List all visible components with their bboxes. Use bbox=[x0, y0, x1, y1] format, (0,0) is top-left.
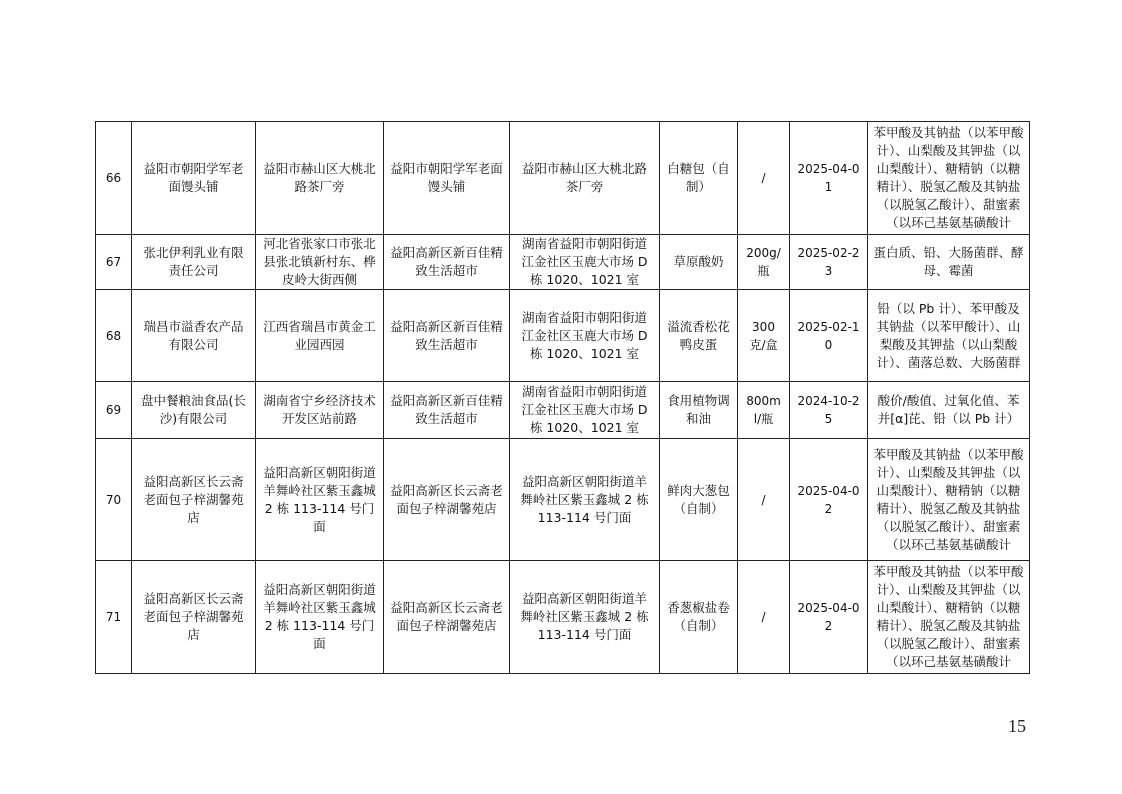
seller-address-cell: 湖南省益阳市朝阳街道江金社区玉鹿大市场 D 栋 1020、1021 室 bbox=[510, 290, 660, 382]
seller-name-cell: 益阳高新区新百佳精致生活超市 bbox=[384, 235, 510, 290]
seller-name-cell: 益阳高新区长云斋老面包子梓湖馨苑店 bbox=[384, 561, 510, 674]
production-date-cell: 2025-04-01 bbox=[790, 122, 868, 235]
producer-name-cell: 张北伊利乳业有限责任公司 bbox=[132, 235, 256, 290]
row-number-cell: 70 bbox=[96, 439, 132, 561]
producer-address-cell: 湖南省宁乡经济技术开发区站前路 bbox=[256, 382, 384, 439]
product-name-cell: 香葱椒盐卷（自制） bbox=[660, 561, 738, 674]
table-body bbox=[96, 122, 1030, 674]
test-items-cell: 酸价/酸值、过氧化值、苯并[α]芘、铅（以 Pb 计） bbox=[868, 382, 1030, 439]
producer-name-cell: 盘中餐粮油食品(长沙)有限公司 bbox=[132, 382, 256, 439]
table-row bbox=[96, 235, 1030, 290]
specification-cell: / bbox=[738, 439, 790, 561]
specification-cell: 200g/瓶 bbox=[738, 235, 790, 290]
production-date-cell: 2025-04-02 bbox=[790, 561, 868, 674]
seller-address-cell: 益阳高新区朝阳街道羊舞岭社区紫玉鑫城 2 栋 113-114 号门面 bbox=[510, 439, 660, 561]
seller-address-cell: 湖南省益阳市朝阳街道江金社区玉鹿大市场 D 栋 1020、1021 室 bbox=[510, 235, 660, 290]
seller-name-cell: 益阳高新区长云斋老面包子梓湖馨苑店 bbox=[384, 439, 510, 561]
producer-address-cell: 益阳高新区朝阳街道羊舞岭社区紫玉鑫城 2 栋 113-114 号门面 bbox=[256, 439, 384, 561]
product-name-cell: 白糖包（自制） bbox=[660, 122, 738, 235]
row-number-cell: 69 bbox=[96, 382, 132, 439]
test-items-cell: 铅（以 Pb 计）、苯甲酸及其钠盐（以苯甲酸计）、山梨酸及其钾盐（以山梨酸计）、菌落总数、大肠菌群 bbox=[868, 290, 1030, 382]
seller-name-cell: 益阳市朝阳学军老面馒头铺 bbox=[384, 122, 510, 235]
product-name-cell: 溢流香松花鸭皮蛋 bbox=[660, 290, 738, 382]
table-row bbox=[96, 439, 1030, 561]
row-number-cell: 66 bbox=[96, 122, 132, 235]
table-row bbox=[96, 122, 1030, 235]
seller-address-cell: 益阳市赫山区大桃北路茶厂旁 bbox=[510, 122, 660, 235]
producer-address-cell: 益阳市赫山区大桃北路茶厂旁 bbox=[256, 122, 384, 235]
sampling-results-table bbox=[95, 121, 1030, 674]
table-row bbox=[96, 290, 1030, 382]
production-date-cell: 2025-04-02 bbox=[790, 439, 868, 561]
seller-address-cell: 益阳高新区朝阳街道羊舞岭社区紫玉鑫城 2 栋 113-114 号门面 bbox=[510, 561, 660, 674]
producer-name-cell: 益阳高新区长云斋老面包子梓湖馨苑店 bbox=[132, 439, 256, 561]
specification-cell: 300 克/盒 bbox=[738, 290, 790, 382]
table-row bbox=[96, 382, 1030, 439]
specification-cell: 800ml/瓶 bbox=[738, 382, 790, 439]
test-items-cell: 蛋白质、铅、大肠菌群、酵母、霉菌 bbox=[868, 235, 1030, 290]
product-name-cell: 鲜肉大葱包（自制） bbox=[660, 439, 738, 561]
producer-address-cell: 河北省张家口市张北县张北镇新村东、桦皮岭大街西侧 bbox=[256, 235, 384, 290]
table-row bbox=[96, 561, 1030, 674]
producer-address-cell: 江西省瑞昌市黄金工业园西园 bbox=[256, 290, 384, 382]
test-items-cell: 苯甲酸及其钠盐（以苯甲酸计）、山梨酸及其钾盐（以山梨酸计）、糖精钠（以糖精计）、脱氢乙酸及其钠盐（以脱氢乙酸计）、甜蜜素（以环己基氨基磺酸计 bbox=[868, 122, 1030, 235]
production-date-cell: 2024-10-25 bbox=[790, 382, 868, 439]
production-date-cell: 2025-02-23 bbox=[790, 235, 868, 290]
specification-cell: / bbox=[738, 122, 790, 235]
row-number-cell: 68 bbox=[96, 290, 132, 382]
producer-address-cell: 益阳高新区朝阳街道羊舞岭社区紫玉鑫城 2 栋 113-114 号门面 bbox=[256, 561, 384, 674]
seller-address-cell: 湖南省益阳市朝阳街道江金社区玉鹿大市场 D 栋 1020、1021 室 bbox=[510, 382, 660, 439]
producer-name-cell: 益阳市朝阳学军老面馒头铺 bbox=[132, 122, 256, 235]
product-name-cell: 食用植物调和油 bbox=[660, 382, 738, 439]
test-items-cell: 苯甲酸及其钠盐（以苯甲酸计）、山梨酸及其钾盐（以山梨酸计）、糖精钠（以糖精计）、脱氢乙酸及其钠盐（以脱氢乙酸计）、甜蜜素（以环己基氨基磺酸计 bbox=[868, 561, 1030, 674]
seller-name-cell: 益阳高新区新百佳精致生活超市 bbox=[384, 382, 510, 439]
production-date-cell: 2025-02-10 bbox=[790, 290, 868, 382]
seller-name-cell: 益阳高新区新百佳精致生活超市 bbox=[384, 290, 510, 382]
row-number-cell: 71 bbox=[96, 561, 132, 674]
test-items-cell: 苯甲酸及其钠盐（以苯甲酸计）、山梨酸及其钾盐（以山梨酸计）、糖精钠（以糖精计）、脱氢乙酸及其钠盐（以脱氢乙酸计）、甜蜜素（以环己基氨基磺酸计 bbox=[868, 439, 1030, 561]
product-name-cell: 草原酸奶 bbox=[660, 235, 738, 290]
producer-name-cell: 瑞昌市溢香农产品有限公司 bbox=[132, 290, 256, 382]
page-number: 15 bbox=[1008, 716, 1026, 736]
producer-name-cell: 益阳高新区长云斋老面包子梓湖馨苑店 bbox=[132, 561, 256, 674]
row-number-cell: 67 bbox=[96, 235, 132, 290]
specification-cell: / bbox=[738, 561, 790, 674]
